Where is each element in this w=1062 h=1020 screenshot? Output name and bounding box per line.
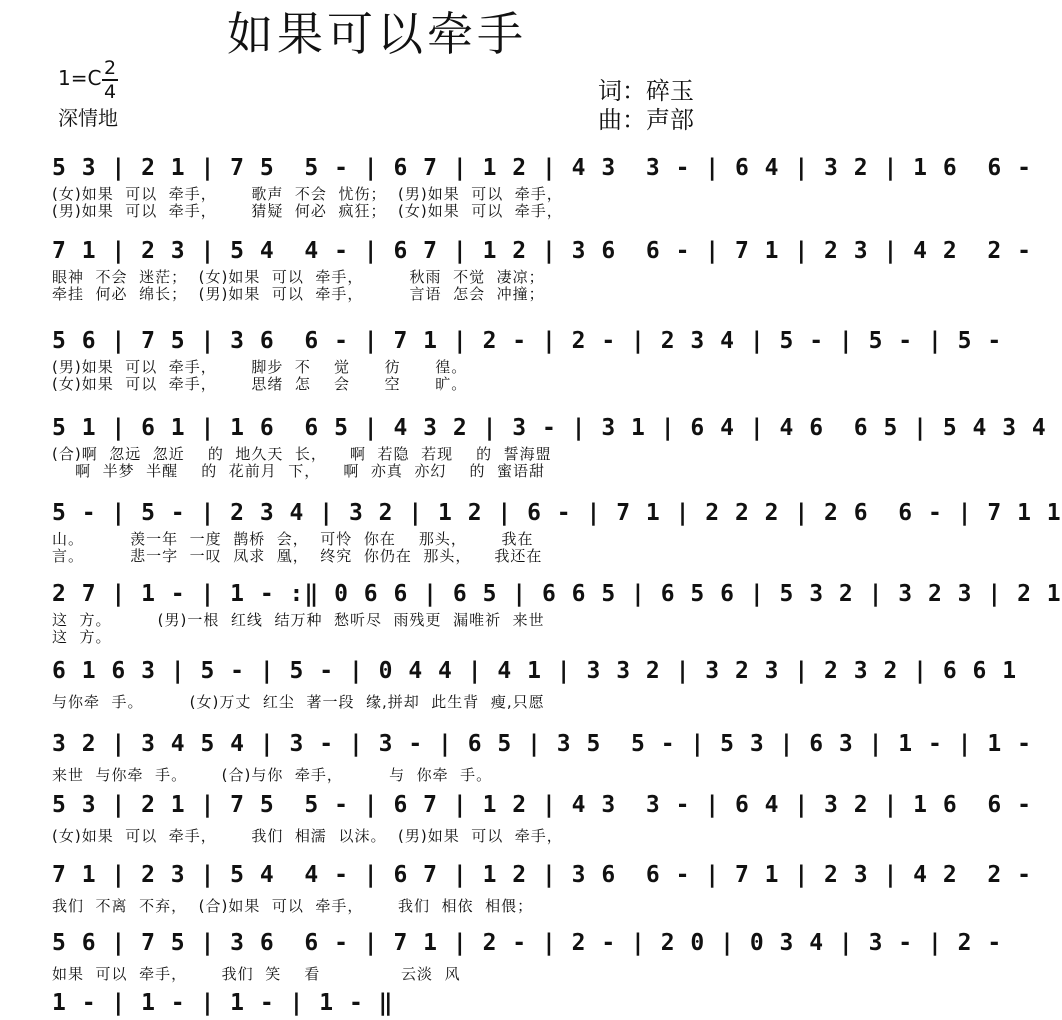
lyric-line: (女)如果 可以 牵手， 我们 相濡 以沫。 (男)如果 可以 牵手， <box>52 827 563 845</box>
lyric-line: 牵挂 何必 绵长； (男)如果 可以 牵手， 言语 怎会 冲撞； <box>52 285 545 303</box>
lyric-line: 山。 羡一年 一度 鹊桥 会， 可怜 你在 那头， 我在 <box>52 530 534 548</box>
notes-line: 6 1 6 3 | 5 - | 5 - | 0 4 4 | 4 1 | 3 3 2 | 3 2 3 | 2 3 2 | 6 6 1 <box>52 658 1018 684</box>
lyric-line: 这 方。 (男)一根 红线 结万种 愁听尽 雨残更 漏唯祈 来世 <box>52 611 545 629</box>
lyric-line: 眼神 不会 迷茫； (女)如果 可以 牵手， 秋雨 不觉 凄凉； <box>52 268 545 286</box>
lyricist-credit: 词：碎玉 <box>598 77 694 105</box>
notes-line: 2 7 | 1 - | 1 - :‖ 0 6 6 | 6 5 | 6 6 5 | 6 5 6 | 5 3 2 | 3 2 3 | 2 1 <box>52 581 1062 607</box>
lyric-line: 与你牵 手。 (女)万丈 红尘 著一段 缘,拼却 此生背 瘦,只愿 <box>52 693 545 711</box>
lyric-line: 这 方。 <box>52 628 112 646</box>
score-row-11 <box>52 926 1003 983</box>
lyric-line: 言。 悲一字 一叹 凤求 凰， 终究 你仍在 那头， 我还在 <box>52 547 543 565</box>
score-row-6 <box>52 577 1062 646</box>
notes-line: 5 6 | 7 5 | 3 6 6 - | 7 1 | 2 - | 2 - | 2 3 4 | 5 - | 5 - | 5 - <box>52 328 1003 354</box>
score-row-7 <box>52 654 1018 711</box>
notes-line: 3 2 | 3 4 5 4 | 3 - | 3 - | 6 5 | 3 5 5 - | 5 3 | 6 3 | 1 - | 1 - <box>52 731 1032 757</box>
notes-line: 7 1 | 2 3 | 5 4 4 - | 6 7 | 1 2 | 3 6 6 - | 7 1 | 2 3 | 4 2 2 - <box>52 862 1032 888</box>
notes-line: 5 3 | 2 1 | 7 5 5 - | 6 7 | 1 2 | 4 3 3 - | 6 4 | 3 2 | 1 6 6 - <box>52 792 1032 818</box>
score-row-10 <box>52 858 1032 915</box>
score-row-1 <box>52 151 1032 220</box>
lyric-line: (合)啊 忽远 忽近 的 地久天 长， 啊 若隐 若现 的 誓海盟 <box>52 445 552 463</box>
time-signature <box>102 58 118 102</box>
notes-line: 5 3 | 2 1 | 7 5 5 - | 6 7 | 1 2 | 4 3 3 - | 6 4 | 3 2 | 1 6 6 - <box>52 155 1032 181</box>
score-row-2 <box>52 234 1032 303</box>
notes-line: 5 1 | 6 1 | 1 6 6 5 | 4 3 2 | 3 - | 3 1 | 6 4 | 4 6 6 5 | 5 4 3 4 <box>52 415 1047 441</box>
score-row-9 <box>52 788 1032 845</box>
tempo-marking: 深情地 <box>58 106 118 130</box>
lyric-line: 我们 不离 不弃， (合)如果 可以 牵手， 我们 相依 相偎； <box>52 897 534 915</box>
score-row-8 <box>52 727 1032 784</box>
score-row-4 <box>52 411 1047 480</box>
composer-credit: 曲：声部 <box>598 106 694 134</box>
notes-line: 5 - | 5 - | 2 3 4 | 3 2 | 1 2 | 6 - | 7 1 | 2 2 2 | 2 6 6 - | 7 1 1 <box>52 500 1062 526</box>
lyric-line: (女)如果 可以 牵手， 思绪 怎 会 空 旷。 <box>52 375 468 393</box>
time-signature-denominator: 4 <box>103 81 117 103</box>
lyric-line: (男)如果 可以 牵手， 脚步 不 觉 彷 徨。 <box>52 358 468 376</box>
score-row-3 <box>52 324 1003 393</box>
lyric-line: 如果 可以 牵手， 我们 笑 看 云淡 风 <box>52 965 461 983</box>
key-signature: 1=C <box>58 66 102 90</box>
notes-line: 1 - | 1 - | 1 - | 1 - ‖ <box>52 990 394 1016</box>
score-row-12 <box>52 986 718 1020</box>
lyric-line: 啊 半梦 半醒 的 花前月 下， 啊 亦真 亦幻 的 蜜语甜 <box>52 462 546 480</box>
notes-line: 7 1 | 2 3 | 5 4 4 - | 6 7 | 1 2 | 3 6 6 - | 7 1 | 2 3 | 4 2 2 - <box>52 238 1032 264</box>
lyric-line: (女)如果 可以 牵手， 歌声 不会 忧伤； (男)如果 可以 牵手， <box>52 185 563 203</box>
song-title: 如果可以牵手 <box>227 7 527 61</box>
notes-line: 5 6 | 7 5 | 3 6 6 - | 7 1 | 2 - | 2 - | 2 0 | 0 3 4 | 3 - | 2 - <box>52 930 1003 956</box>
lyric-line: 来世 与你牵 手。 (合)与你 牵手， 与 你牵 手。 <box>52 766 493 784</box>
lyric-line: (男)如果 可以 牵手， 猜疑 何必 疯狂； (女)如果 可以 牵手， <box>52 202 563 220</box>
time-signature-numerator: 2 <box>103 57 117 79</box>
score-row-5 <box>52 496 1062 565</box>
